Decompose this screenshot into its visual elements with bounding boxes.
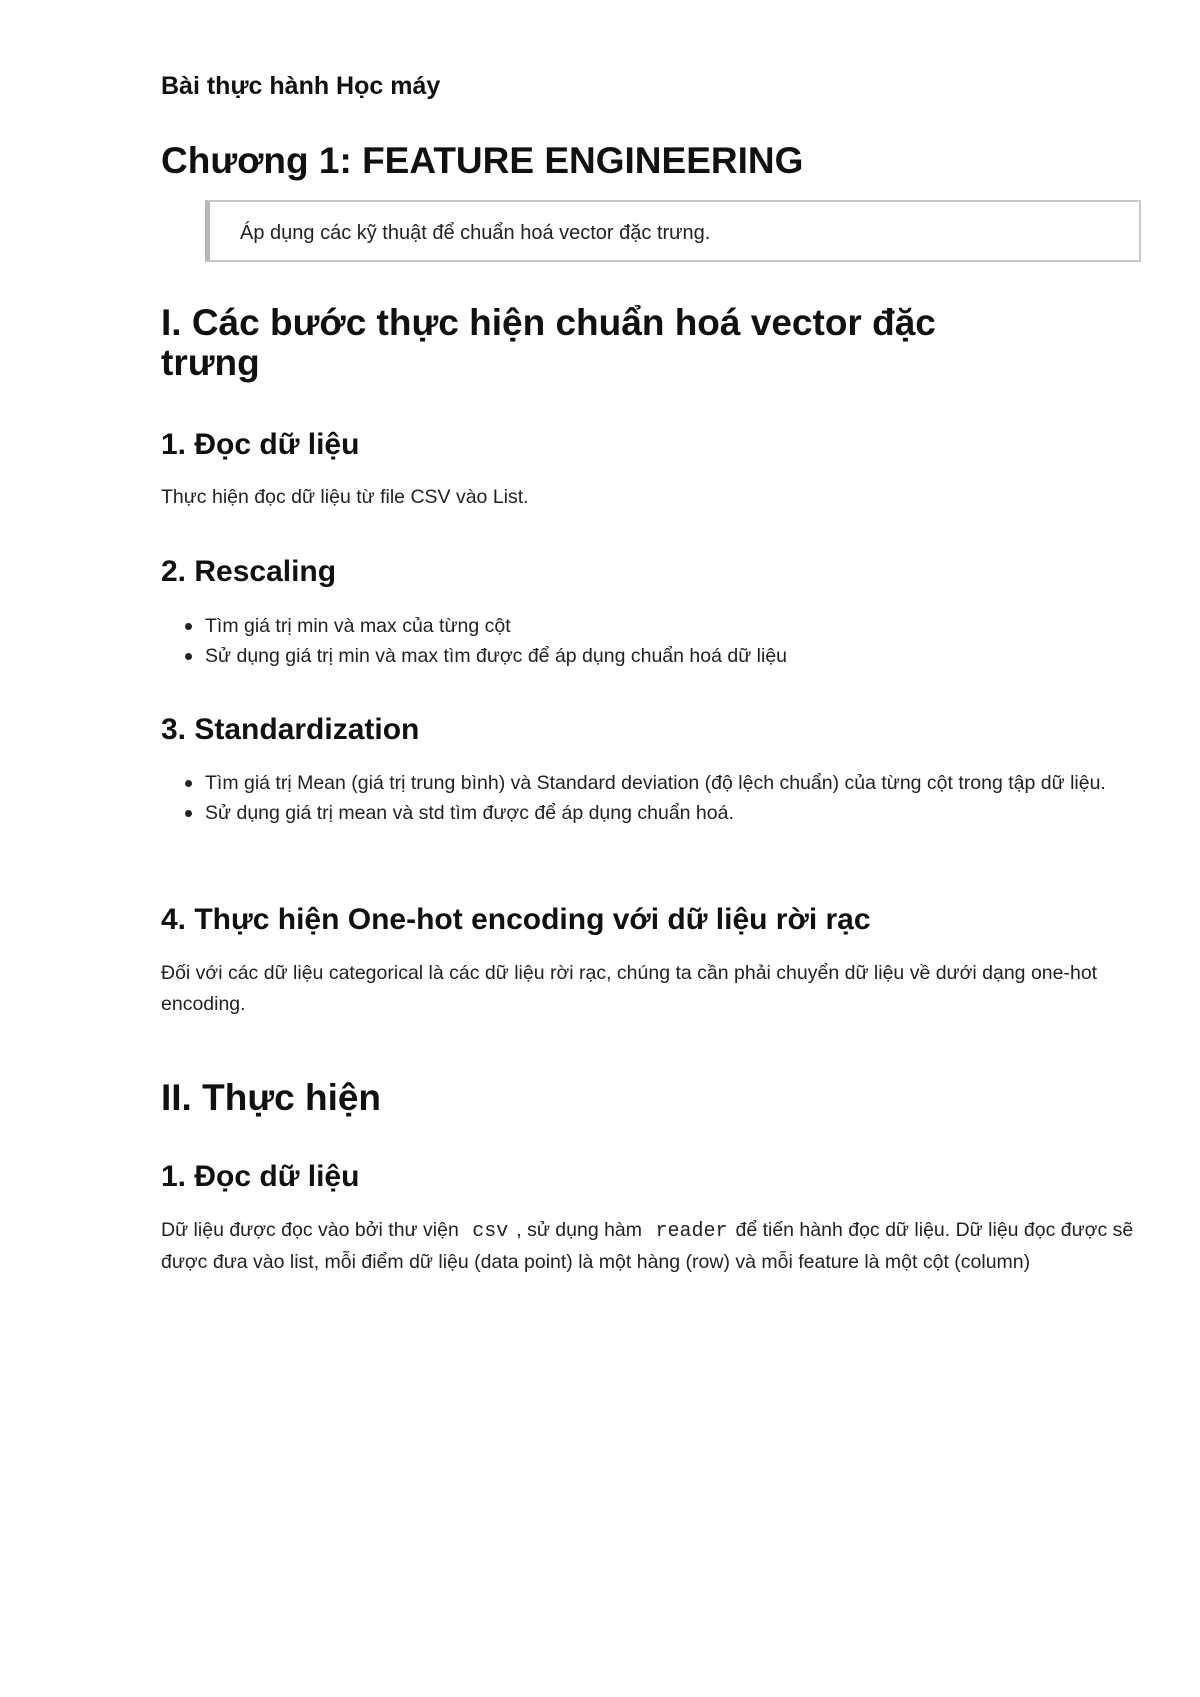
list-item: Tìm giá trị min và max của từng cột (161, 611, 1171, 641)
section-2-heading: II. Thực hiện (161, 1077, 382, 1118)
section-2-1-heading: 1. Đọc dữ liệu (161, 1160, 360, 1193)
section-1-3-list (161, 768, 1171, 828)
section-1-2-list (161, 611, 1171, 671)
inline-code-reader: reader (655, 1220, 728, 1243)
bullet-icon (185, 623, 192, 630)
document-title: Bài thực hành Học máy (161, 72, 441, 100)
list-item: Sử dụng giá trị mean và std tìm được để áp dụng chuẩn hoá. (161, 798, 1171, 828)
section-1-1-heading: 1. Đọc dữ liệu (161, 428, 360, 461)
bullet-icon (185, 780, 192, 787)
chapter-title: Chương 1: FEATURE ENGINEERING (161, 140, 804, 181)
section-1-heading-line2: trưng (161, 342, 260, 383)
inline-code-csv: csv (472, 1220, 509, 1243)
section-2-1-text: Dữ liệu được đọc vào bởi thư viện csv , sử dụng hàm reader để tiến hành đọc dữ liệu. Dữ liệu đọc được sẽ được đưa vào list, mỗi điểm dữ liệu (data point) là một hàng (row) và mỗi feature là một cột (column) (161, 1219, 1134, 1273)
section-1-4-text: Đối với các dữ liệu categorical là các dữ liệu rời rạc, chúng ta cần phải chuyển dữ liệu về dưới dạng one-hot encoding. (161, 962, 1098, 1015)
section-1-2-heading: 2. Rescaling (161, 555, 337, 588)
bullet-icon (185, 810, 192, 817)
list-item: Sử dụng giá trị min và max tìm được để áp dụng chuẩn hoá dữ liệu (161, 641, 1171, 671)
section-1-4-heading: 4. Thực hiện One-hot encoding với dữ liệu rời rạc (161, 903, 871, 936)
bullet-icon (185, 653, 192, 660)
chapter-summary-callout: Áp dụng các kỹ thuật để chuẩn hoá vector đặc trưng. (205, 200, 1141, 262)
section-1-1-text: Thực hiện đọc dữ liệu từ file CSV vào List. (161, 486, 529, 508)
section-1-heading-line1: I. Các bước thực hiện chuẩn hoá vector đặc (161, 302, 936, 343)
list-item: Tìm giá trị Mean (giá trị trung bình) và Standard deviation (độ lệch chuẩn) của từng cột trong tập dữ liệu. (161, 768, 1171, 798)
section-1-heading (161, 303, 936, 383)
section-1-3-heading: 3. Standardization (161, 713, 420, 746)
